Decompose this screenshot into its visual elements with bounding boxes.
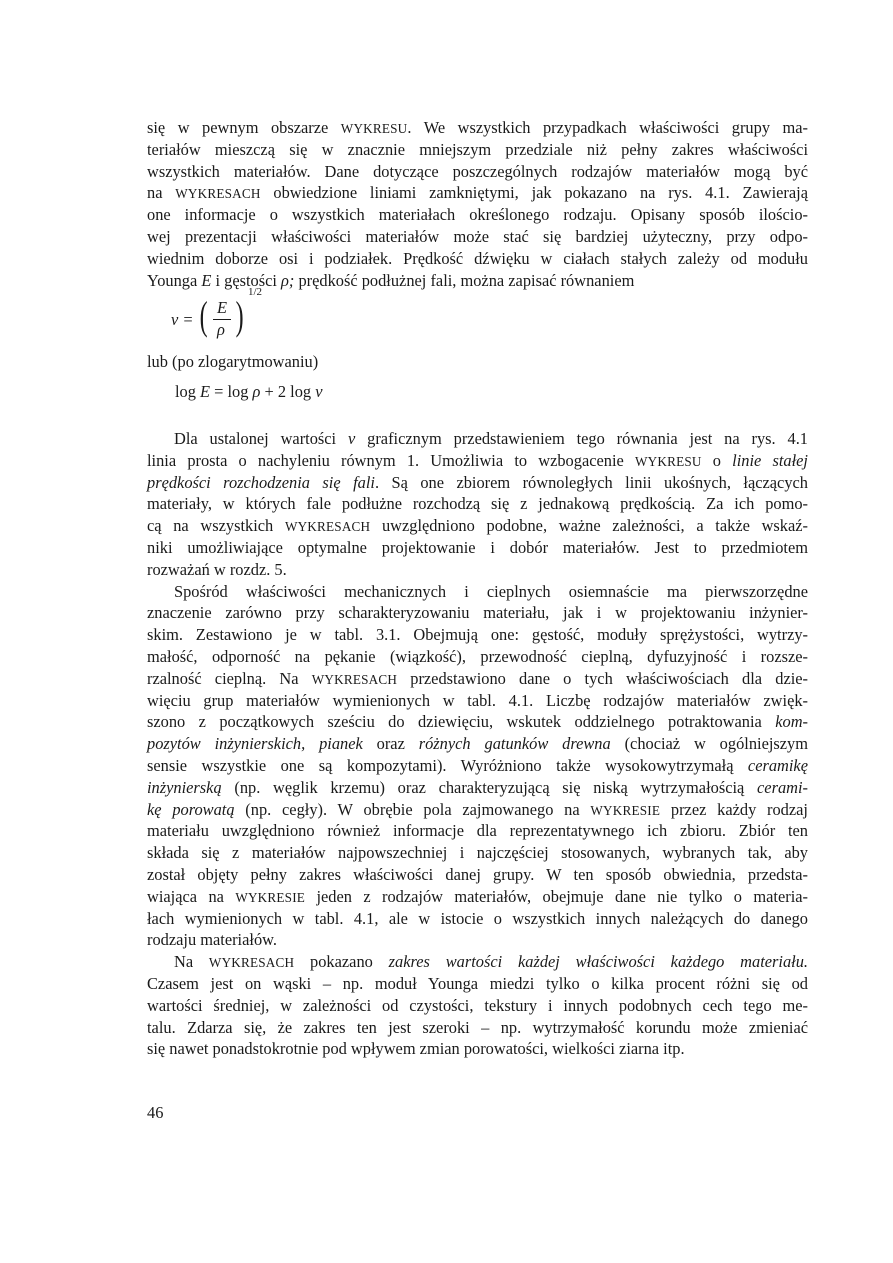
paren-left: ( [199,293,208,338]
text-run: graficznym przedstawieniem tego równania jest na rys. 4.1 [355,429,808,448]
text-line [147,226,808,248]
text-run: o [701,450,733,470]
text-line [147,559,808,581]
text-run: rzalność cieplną. Na [147,668,312,688]
text-run: wiednim doborze osi i podziałek. Prędkość dźwięku w ciałach stałych zależy od modułu [147,248,808,268]
text-line [147,951,808,973]
text-line [147,886,808,908]
text-line [147,973,808,995]
small-caps-text: WYKRESACH [208,955,295,971]
text-run: one informacje o wszystkich materiałach określonego rodzaju. Opisany sposób ilościo- [147,205,808,225]
text-run: znaczenie zarówno przy scharakteryzowaniu materiału, jak i w projektowaniu inżynier- [147,603,808,623]
text-line [147,204,808,226]
small-caps-text: WYKRESACH [311,671,398,687]
text-run: materiału uwzględniono również informacje dla reprezentatywnego ich zbioru. Zbiór ten [147,821,808,841]
italic-text: różnych gatunków drewna [418,734,611,754]
text-line [147,995,808,1017]
small-caps-text: WYKRESACH [284,519,371,535]
paragraph-4 [147,951,808,1060]
text-run: Na [174,952,209,972]
paren-right: ) [235,293,244,338]
text-run: obwiedzione liniami zamkniętymi, jak pokazano na rys. 4.1. Zawierają [260,183,808,203]
text-line [147,472,808,494]
page-number: 46 [147,1103,164,1122]
italic-text: E [201,270,212,290]
text-run: uwzględniono podobne, ważne zależności, a także wskaź- [370,516,808,536]
text-run: skim. Zestawiono je w tabl. 3.1. Obejmują one: gęstość, moduły sprężystości, wytrzy- [147,625,808,645]
text-line [147,755,808,777]
text-run: i gęstości [211,270,282,290]
italic-text: linie stałej [732,450,808,470]
paragraph-3 [147,581,808,952]
small-caps-text: WYKRESIE [235,889,306,905]
text-run: talu. Zdarza się, że zakres ten jest szeroki – np. wytrzymałość korundu może zmieniać [147,1017,808,1037]
text-line [147,842,808,864]
text-line [147,646,808,668]
text-run: przez każdy rodzaj [660,799,808,819]
text-line [147,908,808,930]
text-line [147,711,808,733]
text-line [147,1017,808,1039]
text-run: składa się z materiałów najpowszechniej i najczęściej stosowanych, wybranych tak, aby [147,843,808,863]
text-line [147,139,808,161]
eq-var-v: v [315,382,323,401]
text-line [147,864,808,886]
text-run: się w pewnym obszarze [147,118,341,137]
text-run: jeden z rodzajów materiałów, obejmuje dane nie tylko o materia- [305,886,808,906]
text-run: więciu grup materiałów wymienionych w tabl. 4.1. Liczbę rodzajów materiałów zwięk- [147,690,808,710]
small-caps-text: WYKRESACH [175,186,261,202]
italic-text: v [348,429,356,448]
text-run: przedstawiono dane o tych właściwościach dla dzie- [397,668,809,688]
paragraph-1 [147,117,808,291]
text-line [147,428,808,450]
italic-text: kę porowatą [147,799,235,819]
text-run: wszystkich materiałów. Dane dotyczące poszczególnych rodzajów materiałów mogą być [147,161,808,181]
text-line [147,270,808,292]
text-run: łach wymienionych w tabl. 4.1, ale w istocie o wszystkich innych należących do danego [147,908,808,928]
text-line [147,161,808,183]
text-line [147,248,808,270]
text-run: małość, odporność na pękanie (wiązkość), przewodność cieplną, dyfuzyjność i rozsze- [147,646,808,666]
eq-var-e: E [200,382,211,401]
text-run: Czasem jest on wąski – np. moduł Younga miedzi tylko o kilka procent różni się od [147,973,808,993]
eq-part: log [175,382,201,401]
text-run: wiająca na [147,886,236,906]
eq-var-rho: ρ [252,382,261,401]
text-line [147,799,808,821]
text-run: został objęty pełny zakres właściwości danej grupy. W ten sposób obwiednia, przedsta- [147,864,808,884]
text-line [147,820,808,842]
text-run: się nawet ponadstokrotnie pod wpływem zmian porowatości, wielkości ziarna itp. [147,1039,685,1059]
text-run: szono z początkowych sześciu do dziewięciu, wskutek oddzielnego potraktowania [147,712,776,732]
text-line [147,581,808,603]
text-line [147,450,808,472]
text-line [147,733,808,755]
italic-text: kom- [775,712,808,732]
italic-text: prędkości rozchodzenia się fali [147,472,375,492]
italic-text: ρ; [281,270,295,290]
italic-text: pozytów inżynierskich, pianek [147,734,363,754]
small-caps-text: WYKRESU [340,121,408,136]
small-caps-text: WYKRESIE [590,802,661,818]
text-run: Spośród właściwości mechanicznych i cieplnych osiemnaście ma pierwszorzędne [174,581,808,601]
text-run: na [147,183,176,203]
text-run: (np. cegły). W obrębie pola zajmowanego na [234,799,591,819]
text-run: niki umożliwiające optymalne projektowanie i dobór materiałów. Jest to przedmiotem [147,537,808,557]
text-run: linia prosta o nachyleniu równym 1. Umożliwia to wzbogacenie [147,450,635,470]
text-run: teriałów mieszczą się w znacznie mniejszym przedziale niż pełny zakres właściwości [147,139,808,159]
italic-text: ceramikę [747,755,808,775]
text-line [147,515,808,537]
equation-log [175,382,322,402]
text-line [147,624,808,646]
eq-part: + 2 log [260,382,316,401]
equation-lhs: v = [171,310,194,329]
text-run: . Są one zbiorem równoległych linii ukośnych, łączących [374,472,808,492]
small-caps-text: WYKRESU [634,453,702,469]
text-line [147,602,808,624]
italic-text: cerami- [757,777,808,797]
text-run: Dla ustalonej wartości [174,429,348,448]
text-run: cą na wszystkich [147,516,285,536]
text-line [147,537,808,559]
equation-numerator: E [217,298,228,317]
text-line [147,777,808,799]
text-line [147,1038,808,1060]
text-run: . We wszystkich przypadkach właściwości grupy ma- [407,118,808,137]
equation-exponent: 1/2 [248,286,263,298]
text-line [147,182,808,204]
intermediate-text: lub (po zlogarytmowaniu) [147,352,319,371]
text-line [147,668,808,690]
text-run: wartości średniej, w zależności od czystości, tekstury i innych podobnych cech tego me- [147,995,808,1015]
text-line [147,929,808,951]
paragraph-2 [147,428,808,581]
text-line [147,117,808,139]
equation-denominator: ρ [217,320,225,339]
text-run: prędkość podłużnej fali, można zapisać równaniem [294,270,635,290]
text-run: rozważań w rozdz. 5. [147,559,287,579]
text-run: pokazano [294,952,389,972]
text-run: (np. węglik krzemu) oraz charakteryzującą się niską wytrzymałością [221,777,758,797]
text-run: wej prezentacji właściwości materiałów może stać się bardziej użyteczny, przy odpo- [147,226,808,246]
text-run: rodzaju materiałów. [147,930,278,950]
text-line [147,493,808,515]
text-run: Younga [147,270,202,290]
text-run: (chociaż w ogólniejszym [610,734,809,754]
text-run: materiały, w których fale podłużne rozchodzą się z jednakową prędkością. Za ich pomo- [147,494,808,514]
italic-text: inżynierską [147,777,222,797]
eq-part: = log [210,382,253,401]
text-run: sensie wszystkie one są kompozytami). Wyróżniono także wysokowytrzymałą [147,755,748,775]
italic-text: zakres wartości każdej właściwości każdego materiału. [388,952,809,972]
text-run: oraz [362,734,419,754]
text-line [147,690,808,712]
